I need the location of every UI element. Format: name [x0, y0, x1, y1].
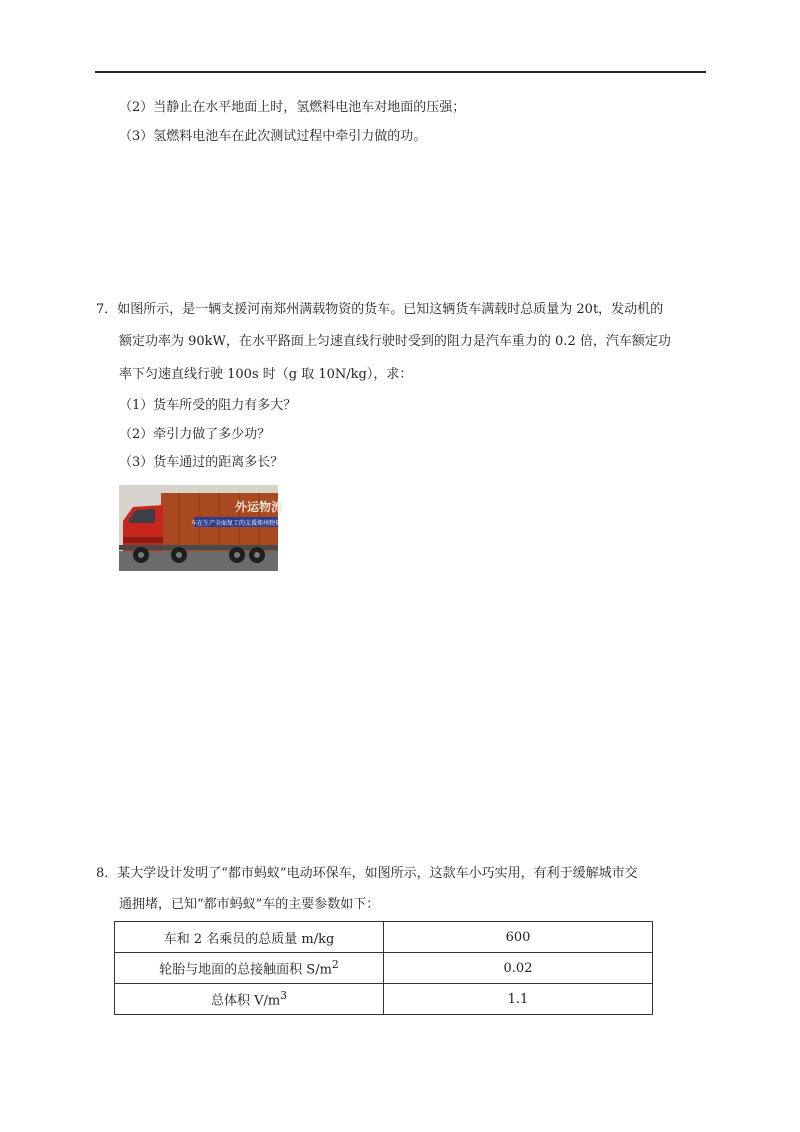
q7-stem-line-3: 率下匀速直线行驶 100s 时（g 取 10N/kg），求：: [119, 367, 413, 382]
q7-part-2: （2）牵引力做了多少功？: [119, 427, 271, 442]
param-value: 0.02: [384, 953, 653, 984]
truck-sign-text: 外运物流: [234, 500, 284, 514]
q6-part-3: （3）氢燃料电池车在此次测试过程中牵引力做的功。: [119, 129, 427, 144]
table-row: [115, 953, 653, 984]
q6-part-2: （2）当静止在水平地面上时，氢燃料电池车对地面的压强；: [119, 100, 466, 115]
param-label: 总体积 $V/m^3$: [115, 984, 384, 1015]
truck-banner-text: 车在生产全面复工的支援郑州物资: [190, 520, 282, 527]
q8-stem-line-2: 通拥堵，已知“都市蚂蚁”车的主要参数如下：: [119, 897, 380, 912]
table-row: [115, 984, 653, 1015]
param-label: 车和 2 名乘员的总质量 m/kg: [115, 922, 384, 953]
param-value: 1.1: [384, 984, 653, 1015]
q7-stem-line-2: 额定功率为 90kW，在水平路面上匀速直线行驶时受到的阻力是汽车重力的 0.2 倍，汽车额定功: [119, 334, 671, 349]
param-label: 轮胎与地面的总接触面积 $S/m^2$: [115, 953, 384, 984]
q8-stem-line-1: 8．某大学设计发明了“都市蚂蚁”电动环保车，如图所示，这款车小巧实用，有利于缓解城市交: [96, 866, 638, 881]
q7-part-1: （1）货车所受的阻力有多大？: [119, 398, 297, 413]
param-value: 600: [384, 922, 653, 953]
params-table: [114, 921, 653, 1015]
header-rule: [95, 71, 706, 73]
q7-stem-line-1: 7．如图所示，是一辆支援河南郑州满载物资的货车。已知这辆货车满载时总质量为 20t，发动机的: [96, 302, 664, 317]
truck-photo: [119, 485, 284, 571]
q7-part-3: （3）货车通过的距离多长？: [119, 455, 284, 470]
table-row: [115, 922, 653, 953]
